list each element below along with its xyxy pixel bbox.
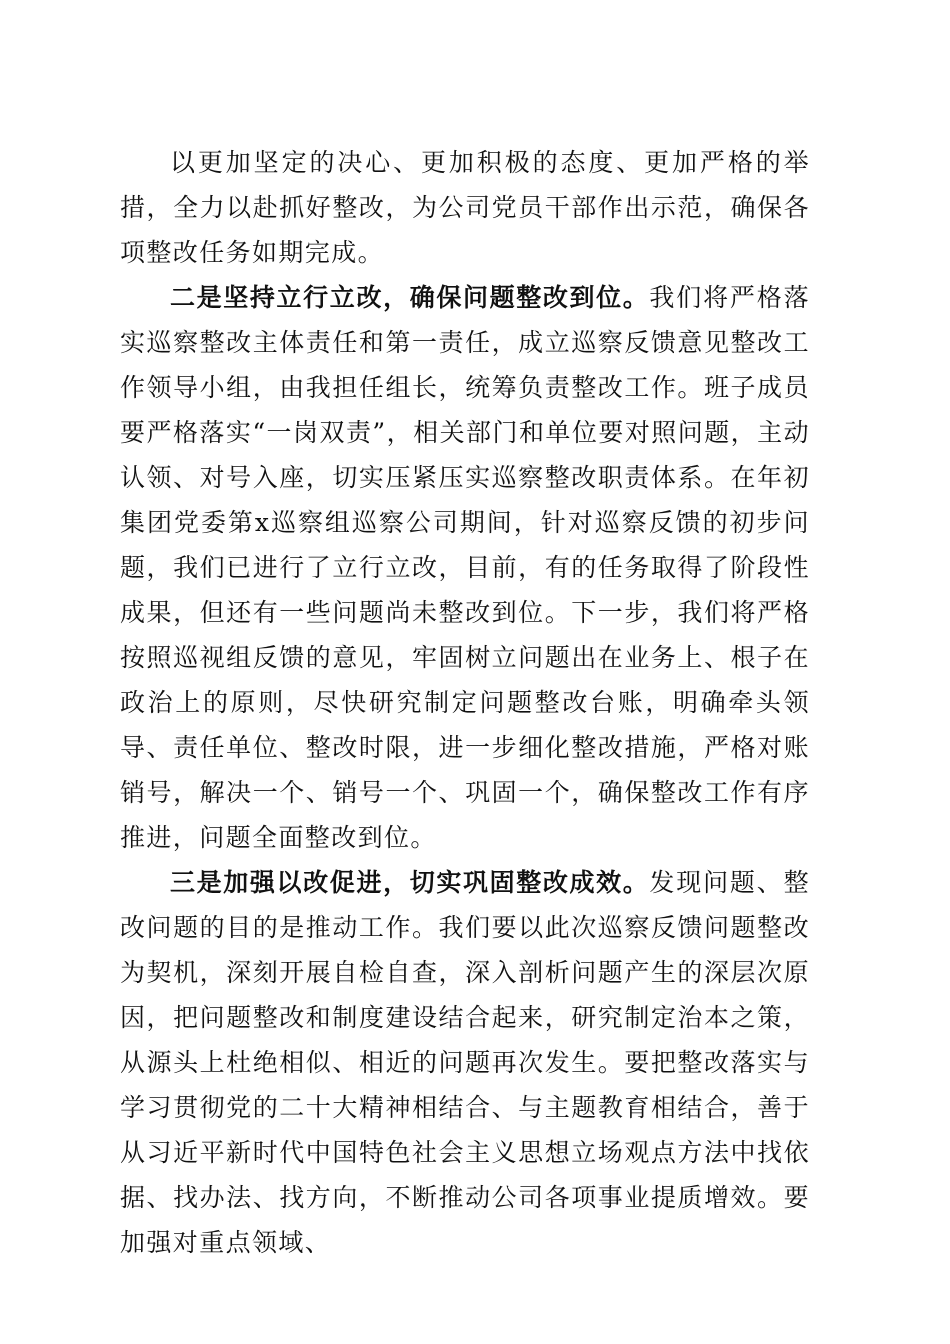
paragraph-2 [120,275,810,860]
paragraph-3-body: 发现问题、整改问题的目的是推动工作。我们要以此次巡察反馈问题整改为契机，深刻开展自检自查，深入剖析问题产生的深层次原因，把问题整改和制度建设结合起来，研究制定治本之策，从源头上杜绝相似、相近的问题再次发生。要把整改落实与学习贯彻党的二十大精神相结合、与主题教育相结合，善于从习近平新时代中国特色社会主义思想立场观点方法中找依据、找办法、找方向，不断推动公司各项事业提质增效。要加强对重点领域、 [120,868,810,1257]
paragraph-1 [120,140,810,275]
paragraph-1-body: 以更加坚定的决心、更加积极的态度、更加严格的举措，全力以赴抓好整改，为公司党员干部作出示范，确保各项整改任务如期完成。 [120,148,810,267]
paragraph-3-heading: 三是加强以改促进，切实巩固整改成效。 [170,868,650,897]
paragraph-2-body: 我们将严格落实巡察整改主体责任和第一责任，成立巡察反馈意见整改工作领导小组，由我担任组长，统筹负责整改工作。班子成员要严格落实“一岗双责”，相关部门和单位要对照问题，主动认领、对号入座，切实压紧压实巡察整改职责体系。在年初集团党委第x巡察组巡察公司期间，针对巡察反馈的初步问题，我们已进行了立行立改，目前，有的任务取得了阶段性成果，但还有一些问题尚未整改到位。下一步，我们将严格按照巡视组反馈的意见，牢固树立问题出在业务上、根子在政治上的原则，尽快研究制定问题整改台账，明确牵头领导、责任单位、整改时限，进一步细化整改措施，严格对账销号，解决一个、销号一个、巩固一个，确保整改工作有序推进，问题全面整改到位。 [120,283,810,852]
paragraph-2-heading: 二是坚持立行立改，确保问题整改到位。 [170,283,650,312]
document-body [120,140,810,1265]
paragraph-3 [120,860,810,1265]
